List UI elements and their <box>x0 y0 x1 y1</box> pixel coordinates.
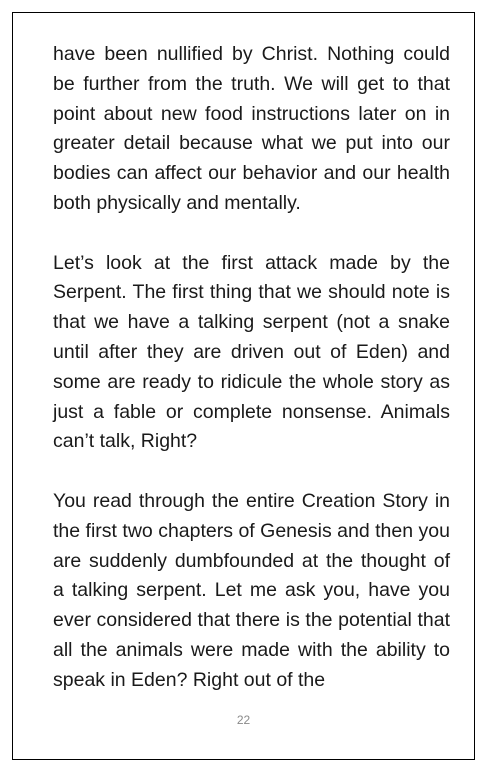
body-text <box>53 40 450 725</box>
paragraph-2: Let’s look at the first attack made by the Serpent. The first thing that we should note is that we have a talking serpent (not a snake until after they are driven out of Eden) and some are ready to ridicule the whole story as just a fable or complete nonsense. Animals can’t talk, Right? <box>53 251 450 453</box>
document-page <box>12 12 475 760</box>
paragraph-3: You read through the entire Creation Story in the first two chapters of Genesis and then you are suddenly dumbfounded at the thought of a talking serpent. Let me ask you, have you ever considered that there is the potential that all the animals were made with the ability to speak in Eden? Right out of the <box>53 489 450 691</box>
page-number: 22 <box>236 713 251 727</box>
paragraph-1: have been nullified by Christ. Nothing could be further from the truth. We will get to that point about new food instructions later on in greater detail because what we put into our bodies can affect our behavior and our health both physically and mentally. <box>53 43 450 214</box>
